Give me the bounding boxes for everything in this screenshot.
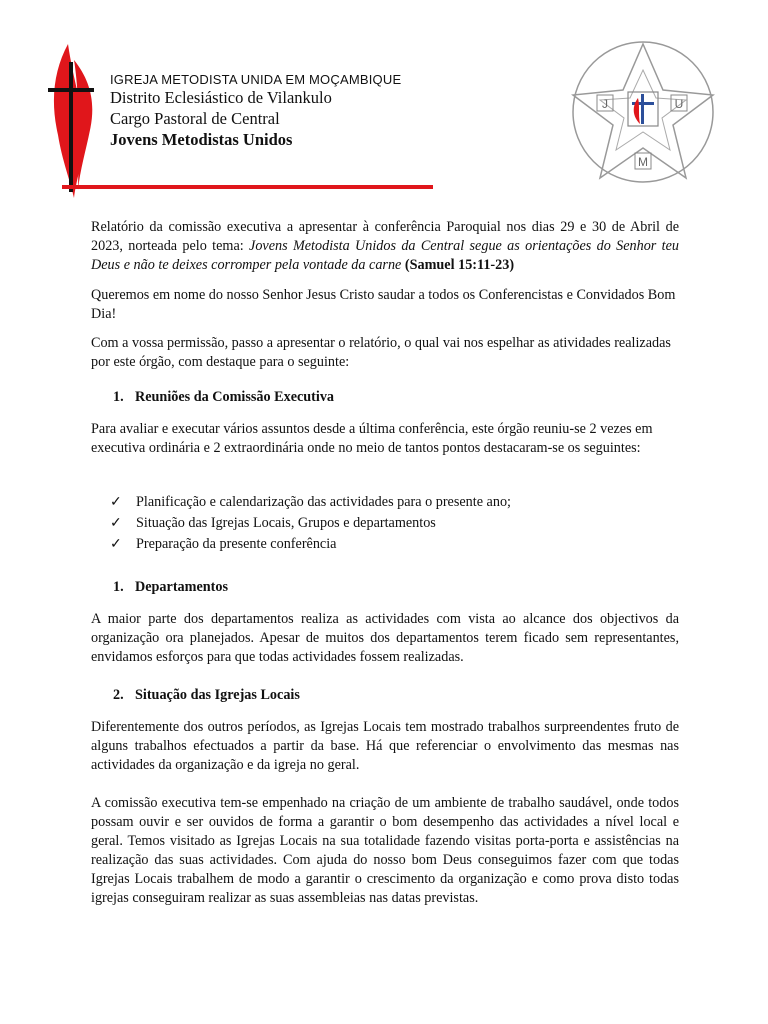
- checklist: [91, 492, 679, 555]
- section-3-heading: [113, 686, 701, 705]
- list-item-text: Planificação e calendarização das actividades para o presente ano;: [136, 494, 511, 510]
- section-2-heading: [113, 578, 701, 597]
- section-3-title: Situação das Igrejas Locais: [135, 687, 300, 703]
- section-1-paragraph: Para avaliar e executar vários assuntos desde a última conferência, este órgão reuniu-se 2 vezes em executiva ordinária e 2 extraordinária onde no meio de tantos pontos destacaram-se os seguintes:: [91, 421, 653, 456]
- intro-theme: Jovens Metodista Unidos da Central segue as orientações do Senhor teu Deus e não te deixes corromper pela vontade da carne: [91, 238, 679, 273]
- group-name: Jovens Metodistas Unidos: [110, 130, 293, 149]
- section-2-paragraph: A maior parte dos departamentos realiza as actividades com vista ao alcance dos objectivos da organização ora planejados. Apesar de muitos dos departamentos terem ficado sem representantes, envidamos esforços para que todas actividades fossem realizadas.: [91, 611, 679, 665]
- check-icon: ✓: [110, 515, 122, 531]
- intro-reference: (Samuel 15:11-23): [401, 257, 515, 273]
- check-icon: ✓: [110, 494, 122, 510]
- intro-text: Relatório da comissão executiva a apresentar à conferência Paroquial nos dias 29 e 30 de Abril de 2023, norteada pelo tema:: [91, 219, 679, 254]
- jum-emblem: [568, 40, 718, 185]
- section-2-number: 1.: [113, 579, 124, 595]
- emblem-letter-j: J: [602, 97, 608, 111]
- section-2-title: Departamentos: [135, 579, 228, 595]
- cross-and-flame-logo: [44, 40, 106, 200]
- district-name: Distrito Eclesiástico de Vilankulo: [110, 88, 332, 107]
- section-3-paragraph-2: A comissão executiva tem-se empenhado na criação de um ambiente de trabalho saudável, onde todos possam ouvir e ser ouvidos de forma a garantir o bom desempenho das actividades a nível local e geral. Temos visitado as Igrejas Locais na sua totalidade fazendo visitas porta-porta e assistências na realização das suas actividades. Com ajuda do nosso bom Deus conseguimos fazer com que todas Igrejas Locais trabalhem de modo a garantir o crescimento da organização e como prova disto todas igrejas conseguiram realizar as suas assembleias nas datas previstas.: [91, 795, 679, 906]
- list-item: [91, 513, 679, 534]
- intro-paragraph: [91, 218, 679, 275]
- check-icon: ✓: [110, 536, 122, 552]
- section-1-title: Reuniões da Comissão Executiva: [135, 389, 335, 405]
- emblem-letter-m: M: [638, 155, 648, 169]
- greeting-paragraph: Queremos em nome do nosso Senhor Jesus Cristo saudar a todos os Conferencistas e Convidados Bom Dia!: [91, 287, 676, 322]
- list-item: [91, 534, 679, 555]
- list-item: [91, 492, 679, 513]
- list-item-text: Situação das Igrejas Locais, Grupos e departamentos: [136, 515, 436, 531]
- pastoral-charge: Cargo Pastoral de Central: [110, 109, 280, 128]
- emblem-letter-u: U: [674, 97, 684, 111]
- section-3-paragraph-1: Diferentemente dos outros períodos, as Igrejas Locais tem mostrado trabalhos surpreendentes fruto de alguns trabalhos efectuados a partir da base. Há que referenciar o envolvimento das mesmas nas actividades da organização e da igreja no geral.: [91, 719, 679, 773]
- permission-paragraph: Com a vossa permissão, passo a apresentar o relatório, o qual vai nos espelhar as atividades realizadas por este órgão, com destaque para o seguinte:: [91, 335, 671, 370]
- letterhead: [110, 72, 401, 150]
- section-1-heading: [113, 388, 701, 407]
- list-item-text: Preparação da presente conferência: [136, 536, 337, 552]
- section-1-number: 1.: [113, 389, 124, 405]
- church-name: IGREJA METODISTA UNIDA EM MOÇAMBIQUE: [110, 72, 402, 87]
- section-3-number: 2.: [113, 687, 124, 703]
- header-divider: [62, 185, 433, 189]
